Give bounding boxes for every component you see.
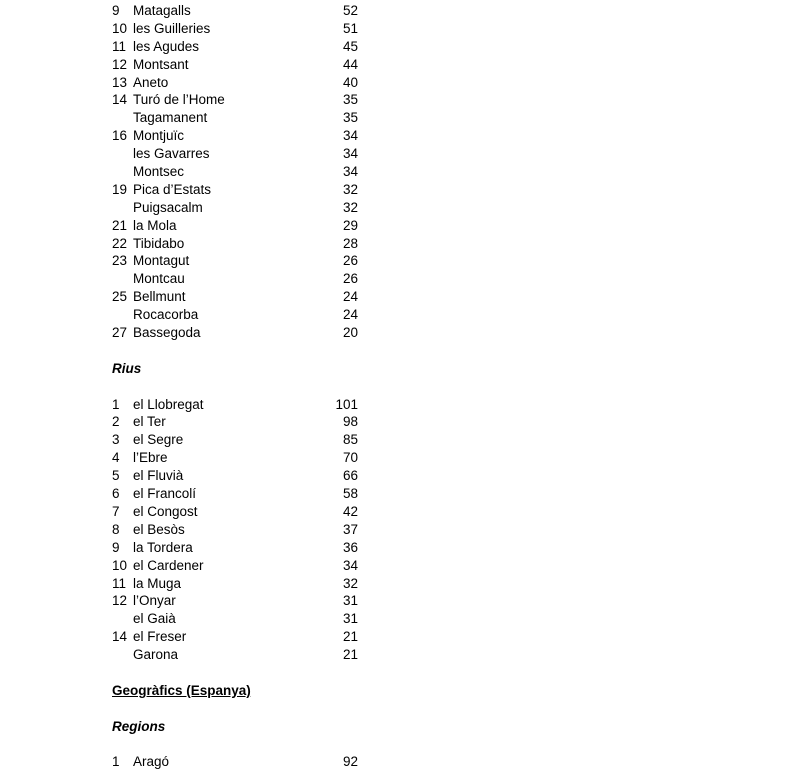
place-name: el Francolí [133, 486, 197, 502]
ranking-row [112, 413, 372, 431]
place-name: Montsant [133, 56, 189, 72]
rank-number: 14 [112, 629, 128, 645]
section-spacer [112, 342, 372, 360]
rank-number: 12 [112, 593, 128, 609]
count-value: 37 [342, 521, 358, 537]
ranking-row [112, 431, 372, 449]
section-spacer [112, 736, 372, 754]
ranking-row [112, 396, 372, 414]
count-value: 24 [342, 289, 358, 305]
rank-number: 7 [112, 503, 120, 519]
ranking-row [112, 2, 372, 20]
count-value: 32 [342, 199, 358, 215]
count-value: 26 [342, 253, 358, 269]
count-value: 32 [342, 575, 358, 591]
rank-number: 4 [112, 450, 120, 466]
ranking-row [112, 74, 372, 92]
count-value: 51 [342, 20, 358, 36]
rank-number: 23 [112, 253, 128, 269]
count-value: 70 [342, 450, 358, 466]
place-name: el Ter [133, 414, 166, 430]
ranking-row [112, 109, 372, 127]
place-name: Montcau [133, 271, 185, 287]
ranking-row [112, 557, 372, 575]
place-name: el Llobregat [133, 396, 204, 412]
count-value: 31 [342, 611, 358, 627]
ranking-row [112, 217, 372, 235]
place-name: Rocacorba [133, 307, 199, 323]
count-value: 45 [342, 38, 358, 54]
ranking-row [112, 127, 372, 145]
ranking-row [112, 610, 372, 628]
ranking-row [112, 539, 372, 557]
place-name: el Gaià [133, 611, 176, 627]
ranking-row [112, 181, 372, 199]
section-spacer [112, 664, 372, 682]
ranking-row [112, 575, 372, 593]
section-spacer [112, 378, 372, 396]
rank-number: 21 [112, 217, 128, 233]
rank-number: 19 [112, 181, 128, 197]
rank-number: 1 [112, 754, 120, 770]
place-name: Pica d’Estats [133, 181, 212, 197]
count-value: 35 [342, 110, 358, 126]
ranking-row [112, 20, 372, 38]
place-name: les Gavarres [133, 146, 210, 162]
place-name: Montagut [133, 253, 190, 269]
count-value: 28 [342, 235, 358, 251]
count-value: 92 [342, 754, 358, 770]
count-value: 20 [342, 325, 358, 341]
place-name: el Segre [133, 432, 184, 448]
ranking-row [112, 235, 372, 253]
ranking-row [112, 449, 372, 467]
ranking-row [112, 91, 372, 109]
ranking-row [112, 145, 372, 163]
count-value: 26 [342, 271, 358, 287]
rank-number: 12 [112, 56, 128, 72]
ranking-row [112, 521, 372, 539]
place-name: Garona [133, 647, 179, 663]
ranking-row [112, 252, 372, 270]
count-value: 29 [342, 217, 358, 233]
count-value: 34 [342, 128, 358, 144]
rank-number: 16 [112, 128, 128, 144]
place-name: la Mola [133, 217, 177, 233]
place-name: el Congost [133, 503, 198, 519]
place-name: el Fluvià [133, 468, 184, 484]
rank-number: 6 [112, 486, 120, 502]
rank-number: 11 [112, 575, 127, 591]
rank-number: 2 [112, 414, 120, 430]
count-value: 58 [342, 486, 358, 502]
place-name: l’Ebre [133, 450, 168, 466]
ranking-row [112, 467, 372, 485]
rank-number: 11 [112, 38, 127, 54]
place-name: Tagamanent [133, 110, 208, 126]
ranking-row [112, 628, 372, 646]
place-name: el Cardener [133, 557, 204, 573]
ranking-row [112, 646, 372, 664]
place-name: Matagalls [133, 3, 191, 18]
place-name: l’Onyar [133, 593, 176, 609]
count-value: 66 [342, 468, 358, 484]
count-value: 42 [342, 503, 358, 519]
ranking-row [112, 163, 372, 181]
rank-number: 25 [112, 289, 128, 305]
place-name: el Freser [133, 629, 187, 645]
place-name: Tibidabo [133, 235, 185, 251]
count-value: 35 [342, 92, 358, 108]
place-name: Aragó [133, 754, 170, 770]
count-value: 34 [342, 146, 358, 162]
rank-number: 9 [112, 539, 120, 555]
count-value: 34 [342, 164, 358, 180]
ranking-row [112, 485, 372, 503]
place-name: la Muga [133, 575, 182, 591]
count-value: 24 [342, 307, 358, 323]
count-value: 34 [342, 557, 358, 573]
rank-number: 1 [112, 396, 120, 412]
place-name: les Guilleries [133, 20, 211, 36]
place-name: Bellmunt [133, 289, 186, 305]
place-name: Puigsacalm [133, 199, 203, 215]
place-name: la Tordera [133, 539, 193, 555]
section-heading: Rius [112, 360, 142, 376]
count-value: 85 [342, 432, 358, 448]
ranking-row [112, 199, 372, 217]
count-value: 101 [335, 396, 358, 412]
count-value: 21 [342, 647, 358, 663]
count-value: 36 [342, 539, 358, 555]
rank-number: 27 [112, 325, 128, 341]
rank-number: 3 [112, 432, 120, 448]
ranking-row [112, 306, 372, 324]
ranking-row [112, 592, 372, 610]
count-value: 44 [342, 56, 358, 72]
rank-number: 5 [112, 468, 120, 484]
place-name: Montjuïc [133, 128, 185, 144]
rank-number: 8 [112, 521, 120, 537]
place-name: el Besòs [133, 521, 185, 537]
ranking-row [112, 38, 372, 56]
count-value: 40 [342, 74, 358, 90]
place-name: Montsec [133, 164, 185, 180]
ranking-row [112, 503, 372, 521]
count-value: 52 [342, 3, 358, 18]
place-name: Aneto [133, 74, 169, 90]
rank-number: 14 [112, 92, 128, 108]
count-value: 98 [342, 414, 358, 430]
ranking-row [112, 324, 372, 342]
count-value: 31 [342, 593, 358, 609]
rank-number: 9 [112, 3, 120, 18]
rank-number: 10 [112, 20, 128, 36]
rank-number: 22 [112, 235, 128, 251]
place-name: Turó de l’Home [133, 92, 225, 108]
place-name: Bassegoda [133, 325, 201, 341]
ranking-document [112, 2, 372, 771]
ranking-row [112, 288, 372, 306]
section-spacer [112, 700, 372, 718]
place-name: les Agudes [133, 38, 200, 54]
ranking-row [112, 270, 372, 288]
ranking-row [112, 56, 372, 74]
rank-number: 10 [112, 557, 128, 573]
ranking-row [112, 753, 372, 771]
rank-number: 13 [112, 74, 128, 90]
count-value: 21 [342, 629, 358, 645]
section-heading: Regions [112, 718, 166, 734]
count-value: 32 [342, 181, 358, 197]
section-heading: Geogràfics (Espanya) [112, 682, 251, 698]
